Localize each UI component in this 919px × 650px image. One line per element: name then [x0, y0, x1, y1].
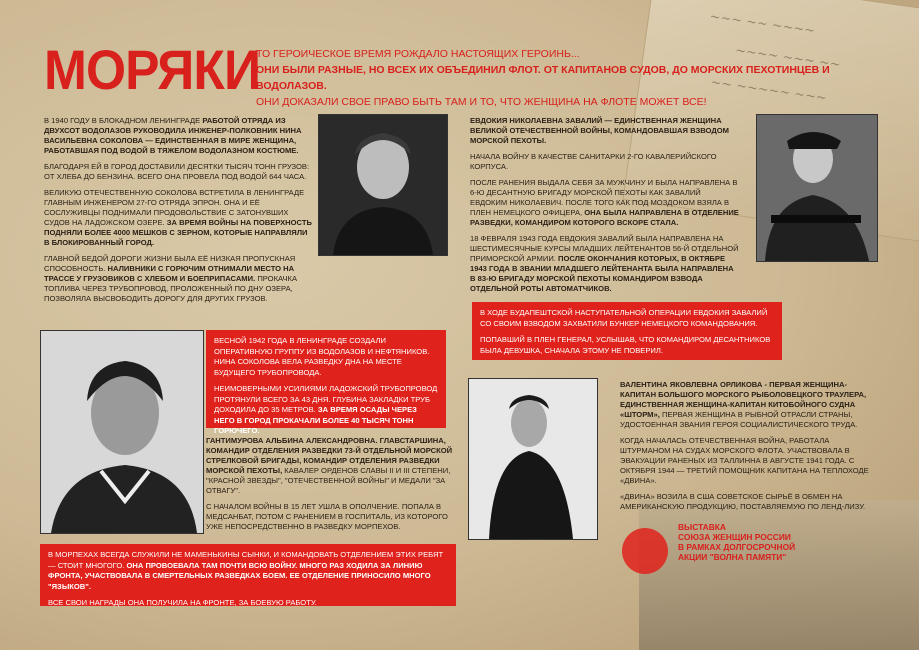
paragraph [620, 380, 880, 430]
paragraph [48, 550, 448, 592]
paragraph [44, 116, 314, 156]
intro-line-2: ОНИ БЫЛИ РАЗНЫЕ, НО ВСЕХ ИХ ОБЪЕДИНИЛ ФЛОТ. ОТ КАПИТАНОВ СУДОВ, ДО МОРСКИХ ПЕХОТИНЦЕВ И ВОДОЛАЗОВ. [256, 64, 830, 92]
text: В МОРПЕХАХ ВСЕГДА СЛУЖИЛИ НЕ МАМЕНЬКИНЫ СЫНКИ, И КОМАНДОВАТЬ ОТДЕЛЕНИЕМ ЭТИХ РЕБЯТ — СТОИТ МНОГОГО. [48, 550, 444, 570]
paragraph [470, 116, 740, 146]
text: В 1940 ГОДУ В БЛОКАДНОМ ЛЕНИНГРАДЕ [44, 116, 203, 125]
paragraph [470, 234, 740, 294]
sokolova-text [44, 116, 314, 310]
text: ПРОКАЧКА ТОПЛИВА ЧЕРЕЗ ТРУБОПРОВОД, ПРОЛОЖЕННЫЙ ПО ДНУ ОЗЕРА, ПОЗВОЛЯЛА ВЫСВОБОДИТЬ ДОРОГУ ДЛЯ ДРУГИХ ГРУЗОВ. [44, 274, 298, 303]
paragraph [44, 254, 314, 304]
zavaliy-photo [756, 114, 878, 262]
portrait-image [469, 379, 597, 539]
sokolova-photo [318, 114, 448, 256]
exhibit-line: ВЫСТАВКА [678, 522, 726, 532]
zavaliy-highlight-box [472, 302, 782, 360]
exhibit-line: АКЦИИ "ВОЛНА ПАМЯТИ" [678, 552, 787, 562]
orlikova-text [620, 380, 880, 518]
text: ПЕРВАЯ ЖЕНЩИНА В РЫБНОЙ ОТРАСЛИ СТРАНЫ, УДОСТОЕННАЯ ЗВАНИЯ ГЕРОЯ СОЦИАЛИСТИЧЕСКОГО ТРУДА. [620, 410, 858, 429]
handwriting-decoration: ~~~~ ~~~ ~~ [734, 43, 842, 73]
intro-text [256, 46, 836, 110]
text-bold: ГАНТИМУРОВА АЛЬБИНА АЛЕКСАНДРОВНА. ГЛАВСТАРШИНА, КОМАНДИР ОТДЕЛЕНИЯ РАЗВЕДКИ 73-Й ОТДЕЛЬНОЙ МОРСКОЙ СТРЕЛКОВОЙ БРИГАДЫ, КОМАНДИР ОТДЕЛЕНИЯ РАЗВЕДКИ МОРСКОЙ ПЕХОТЫ, [206, 436, 453, 475]
portrait-image [41, 331, 203, 533]
zavaliy-text [470, 116, 740, 300]
gantimurova-photo [40, 330, 204, 534]
text-bold: ОНА БЫЛА НАПРАВЛЕНА В ОТДЕЛЕНИЕ РАЗВЕДКИ, КОМАНДИРОМ КОТОРОГО ВСКОРЕ СТАЛА. [470, 208, 739, 227]
orlikova-photo [468, 378, 598, 540]
text-bold: ЕВДОКИЯ НИКОЛАЕВНА ЗАВАЛИЙ — ЕДИНСТВЕННАЯ ЖЕНЩИНА ВЕЛИКОЙ ОТЕЧЕСТВЕННОЙ ВОЙНЫ, КОМАНДОВАВШАЯ ВЗВОДОМ МОРСКОЙ ПЕХОТЫ. [470, 116, 729, 145]
text-bold: НАЛИВНИКИ С ГОРЮЧИМ ОТНИМАЛИ МЕСТО НА ТРАССЕ У ГРУЗОВИКОВ С ХЛЕБОМ И БОЕПРИПАСАМИ. [44, 264, 295, 283]
exhibit-caption [678, 522, 795, 562]
text: НЕИМОВЕРНЫМИ УСИЛИЯМИ ЛАДОЖСКИЙ ТРУБОПРОВОД ПРОТЯНУЛИ ВСЕГО ЗА 43 ДНЯ. ГЛУБИНА ЗАКЛАДКИ ТРУБ ДОХОДИЛА ДО 35 МЕТРОВ. [214, 384, 438, 414]
text-bold: ОНА ПРОВОЕВАЛА ТАМ ПОЧТИ ВСЮ ВОЙНУ. МНОГО РАЗ ХОДИЛА ЗА ЛИНИЮ ФРОНТА, УЧАСТВОВАЛА В СМЕРТЕЛЬНЫХ РАЗВЕДКАХ БОЕМ. ЕЕ ОТДЕЛЕНИЕ ПРИНОСИЛО МНОГО "ЯЗЫКОВ". [48, 560, 431, 591]
text-bold: ВАЛЕНТИНА ЯКОВЛЕВНА ОРЛИКОВА - ПЕРВАЯ ЖЕНЩИНА-КАПИТАН БОЛЬШОГО МОРСКОГО РЫБОЛОВЕЦКОГО ТРАУЛЕРА, ЕДИНСТВЕННАЯ ЖЕНЩИНА-КАПИТАН КИТОБОЙНОГО СУДНА «ШТОРМ», [620, 380, 867, 419]
paragraph: БЛАГОДАРЯ ЕЙ В ГОРОД ДОСТАВИЛИ ДЕСЯТКИ ТЫСЯЧ ТОНН ГРУЗОВ: ОТ ХЛЕБА ДО БЕНЗИНА. ВСЕГО ОНА ПРОВЕЛА ПОД ВОДОЙ 644 ЧАСА. [44, 162, 310, 181]
paragraph [470, 178, 740, 228]
text: ВЕЛИКУЮ ОТЕЧЕСТВЕННУЮ СОКОЛОВА ВСТРЕТИЛА В ЛЕНИНГРАДЕ ГЛАВНЫМ ИНЖЕНЕРОМ 27-ГО ОТРЯДА ЭПРОН. ОНА И ЕЁ СОСЛУЖИВЦЫ ПОДНИМАЛИ ПРОДОВОЛЬСТВИЕ С ЗАТОНУВШИХ СУДОВ НА ЛАДОЖСКОМ ОЗЕРЕ. [44, 188, 305, 227]
paragraph: «ДВИНА» ВОЗИЛА В США СОВЕТСКОЕ СЫРЬЁ В ОБМЕН НА АМЕРИКАНСКУЮ ПРОДУКЦИЮ, ПОСТАВЛЯЕМУЮ ПО ЛЕНД-ЛИЗУ. [620, 492, 866, 511]
paragraph: ВЕСНОЙ 1942 ГОДА В ЛЕНИНГРАДЕ СОЗДАЛИ ОПЕРАТИВНУЮ ГРУППУ ИЗ ВОДОЛАЗОВ И НЕФТЯНИКОВ. НИНА СОКОЛОВА ВЕЛА РАЗВЕДКУ ДНА НА МЕСТЕ БУДУЩЕГО ТРУБОПРОВОДА. [214, 336, 430, 377]
paragraph: НАЧАЛА ВОЙНУ В КАЧЕСТВЕ САНИТАРКИ 2-ГО КАВАЛЕРИЙСКОГО КОРПУСА. [470, 152, 717, 171]
intro-line-3: ОНИ ДОКАЗАЛИ СВОЕ ПРАВО БЫТЬ ТАМ И ТО, ЧТО ЖЕНЩИНА НА ФЛОТЕ МОЖЕТ ВСЕ! [256, 96, 707, 108]
exhibit-line: В РАМКАХ ДОЛГОСРОЧНОЙ [678, 542, 796, 552]
text: ГЛАВНОЙ БЕДОЙ ДОРОГИ ЖИЗНИ БЫЛА ЕЁ НИЗКАЯ ПРОПУСКНАЯ СПОСОБНОСТЬ. [44, 254, 296, 273]
union-logo-icon [622, 528, 668, 574]
handwriting-decoration: ~~~ ~~ ~~~~ [708, 9, 816, 39]
intro-line-1: ТО ГЕРОИЧЕСКОЕ ВРЕМЯ РОЖДАЛО НАСТОЯЩИХ ГЕРОИНЬ... [256, 48, 580, 60]
text-bold: РАБОТОЙ ОТРЯДА ИЗ ДВУХСОТ ВОДОЛАЗОВ РУКОВОДИЛА ИНЖЕНЕР-ПОЛКОВНИК НИНА ВАСИЛЬЕВНА СОКОЛОВА — ЕДИНСТВЕННАЯ В МИРЕ ЖЕНЩИНА, РАБОТАВШАЯ ПОД ВОДОЙ В ТЯЖЕЛОМ ВОДОЛАЗНОМ КОСТЮМЕ. [44, 116, 302, 155]
text-bold: ПОСЛЕ ОКОНЧАНИЯ КОТОРЫХ, В ОКТЯБРЕ 1943 ГОДА В ЗВАНИИ МЛАДШЕГО ЛЕЙТЕНАНТА БЫЛА НАПРАВЛЕНА В 83-Ю БРИГАДУ МОРСКОЙ ПЕХОТЫ КОМАНДИРОМ ВЗВОДА ОТДЕЛЬНОЙ РОТЫ АВТОМАТЧИКОВ. [470, 254, 734, 293]
sokolova-highlight-box [206, 330, 446, 435]
paragraph [214, 384, 438, 437]
paragraph [206, 436, 456, 496]
text: КАВАЛЕР ОРДЕНОВ СЛАВЫ II И III СТЕПЕНИ, "КРАСНОЙ ЗВЕЗДЫ", "ОТЕЧЕСТВЕННОЙ ВОЙНЫ" И МЕДАЛИ "ЗА ОТВАГУ". [206, 466, 451, 495]
gantimurova-text [206, 436, 456, 538]
exhibit-line: СОЮЗА ЖЕНЩИН РОССИИ [678, 532, 791, 542]
text-bold: ЗА ВРЕМЯ ОСАДЫ ЧЕРЕЗ НЕГО В ГОРОД ПРОКАЧАЛИ БОЛЕЕ 40 ТЫСЯЧ ТОНН ГОРЮЧЕГО. [214, 405, 417, 435]
portrait-image [757, 115, 877, 261]
text: 18 ФЕВРАЛЯ 1943 ГОДА ЕВДОКИЯ ЗАВАЛИЙ БЫЛА НАПРАВЛЕНА НА ШЕСТИМЕСЯЧНЫЕ КУРСЫ МЛАДШИХ ЛЕЙТЕНАНТОВ 56-Й ОТДЕЛЬНОЙ ПРИМОРСКОЙ АРМИИ. [470, 234, 739, 263]
paragraph: В ХОДЕ БУДАПЕШТСКОЙ НАСТУПАТЕЛЬНОЙ ОПЕРАЦИИ ЕВДОКИЯ ЗАВАЛИЙ СО СВОИМ ВЗВОДОМ ЗАХВАТИЛИ БУНКЕР НЕМЕЦКОГО КОМАНДОВАНИЯ. [480, 308, 768, 328]
portrait-image [319, 115, 447, 255]
paragraph: КОГДА НАЧАЛАСЬ ОТЕЧЕСТВЕННАЯ ВОЙНА, РАБОТАЛА ШТУРМАНОМ НА СУДАХ МОРСКОГО ФЛОТА. УЧАСТВОВАЛА В ЭВАКУАЦИИ РАНЕНЫХ ИЗ ТАЛЛИННА В АВГУСТЕ 1941 ГОДА. С ОКТЯБРЯ 1944 — ТРЕТИЙ ПОМОЩНИК КАПИТАНА НА ТЕПЛОХОДЕ «ДВИНА». [620, 436, 869, 485]
paragraph: С НАЧАЛОМ ВОЙНЫ В 15 ЛЕТ УШЛА В ОПОЛЧЕНИЕ. ПОПАЛА В МЕДСАНБАТ, ПОТОМ С РАНЕНИЕМ В ГОСПИТАЛЬ, ИЗ КОТОРОГО УЖЕ НЕПОСРЕДСТВЕННО В РАЗВЕДКУ МОРПЕХОВ. [206, 502, 448, 531]
page-title: МОРЯКИ [44, 38, 261, 101]
gantimurova-highlight-box [40, 544, 456, 606]
paragraph: ВСЕ СВОИ НАГРАДЫ ОНА ПОЛУЧИЛА НА ФРОНТЕ, ЗА БОЕВУЮ РАБОТУ. [48, 598, 317, 607]
text-bold: ЗА ВРЕМЯ ВОЙНЫ НА ПОВЕРХНОСТЬ ПОДНЯЛИ БОЛЕЕ 4000 МЕШКОВ С ЗЕРНОМ, КОТОРЫЕ НАПРАВЛЯЛИ В БЛОКИРОВАННЫЙ ГОРОД. [44, 218, 312, 247]
text: ПОСЛЕ РАНЕНИЯ ВЫДАЛА СЕБЯ ЗА МУЖЧИНУ И БЫЛА НАПРАВЛЕНА В 6-Ю ДЕСАНТНУЮ БРИГАДУ МОРСКОЙ ПЕХОТЫ КАК ЗАВАЛИЙ ЕВДОКИМ НИКОЛАЕВИЧ. ПОСЛЕ ТОГО КАК ПОД МОЗДОКОМ ВЗЯЛА В ПЛЕН НЕМЕЦКОГО ОФИЦЕРА, [470, 178, 738, 217]
handwriting-decoration: ~~ ~~~~~ ~~~ [709, 75, 828, 107]
paragraph: ПОПАВШИЙ В ПЛЕН ГЕНЕРАЛ, УСЛЫШАВ, ЧТО КОМАНДИРОМ ДЕСАНТНИКОВ БЫЛА ДЕВУШКА, СНАЧАЛА ЭТОМУ НЕ ПОВЕРИЛ. [480, 335, 771, 355]
paragraph [44, 188, 314, 248]
